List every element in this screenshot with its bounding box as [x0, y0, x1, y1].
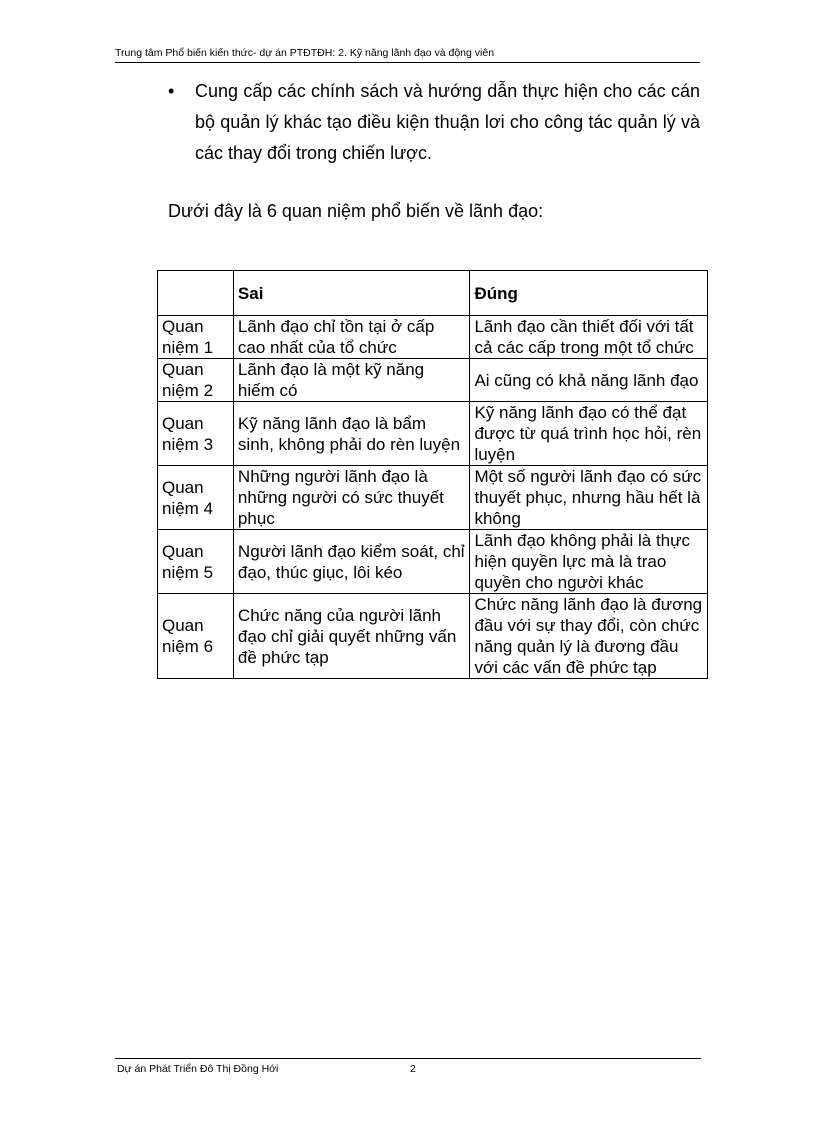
cell-sai: Chức năng của người lãnh đạo chỉ giải quyết những vấn đề phức tạp	[233, 594, 470, 679]
page-number: 2	[410, 1063, 416, 1075]
intro-text: Dưới đây là 6 quan niệm phổ biến về lãnh đạo:	[168, 201, 544, 221]
table-row	[158, 359, 708, 402]
cell-sai: Người lãnh đạo kiểm soát, chỉ đạo, thúc giục, lôi kéo	[233, 530, 470, 594]
cell-dung: Chức năng lãnh đạo là đương đầu với sự thay đổi, còn chức năng quản lý là đương đầu với các vấn đề phức tạp	[470, 594, 708, 679]
cell-dung: Lãnh đạo không phải là thực hiện quyền lực mà là trao quyền cho người khác	[470, 530, 708, 594]
cell-sai: Lãnh đạo là một kỹ năng hiếm có	[233, 359, 470, 402]
cell-sai: Kỹ năng lãnh đạo là bẩm sinh, không phải do rèn luyện	[233, 402, 470, 466]
bullet-marker: •	[168, 81, 175, 101]
table-row	[158, 530, 708, 594]
row-label: Quan niệm 1	[158, 316, 234, 359]
table-header-row	[158, 271, 708, 316]
footer-project-name: Dự án Phát Triển Đô Thị Đồng Hới	[117, 1063, 279, 1075]
header-dung: Đúng	[470, 271, 708, 316]
footer-divider	[115, 1058, 701, 1059]
cell-dung: Lãnh đạo cần thiết đối với tất cả các cấp trong một tổ chức	[470, 316, 708, 359]
cell-dung: Ai cũng có khả năng lãnh đạo	[470, 359, 708, 402]
row-label: Quan niệm 3	[158, 402, 234, 466]
table-row	[158, 316, 708, 359]
table-row	[158, 466, 708, 530]
bullet-text: Cung cấp các chính sách và hướng dẫn thực hiện cho các cán bộ quản lý khác tạo điều kiện thuận lơi cho công tác quản lý và các thay đổi trong chiến lược.	[195, 81, 700, 163]
cell-dung: Kỹ năng lãnh đạo có thể đạt được từ quá trình học hỏi, rèn luyện	[470, 402, 708, 466]
row-label: Quan niệm 4	[158, 466, 234, 530]
header-blank	[158, 271, 234, 316]
row-label: Quan niệm 6	[158, 594, 234, 679]
table-row	[158, 594, 708, 679]
cell-sai: Lãnh đạo chỉ tồn tại ở cấp cao nhất của tổ chức	[233, 316, 470, 359]
bullet-paragraph	[168, 76, 700, 169]
cell-sai: Những người lãnh đạo là những người có sức thuyết phục	[233, 466, 470, 530]
leadership-views-table	[157, 270, 708, 679]
header-sai: Sai	[233, 271, 470, 316]
cell-dung: Một số người lãnh đạo có sức thuyết phục, nhưng hầu hết là không	[470, 466, 708, 530]
row-label: Quan niệm 2	[158, 359, 234, 402]
table-row	[158, 402, 708, 466]
row-label: Quan niệm 5	[158, 530, 234, 594]
page-header: Trung tâm Phổ biến kiến thức- dự án PTĐTĐH: 2. Kỹ năng lãnh đạo và động viên	[115, 47, 700, 63]
